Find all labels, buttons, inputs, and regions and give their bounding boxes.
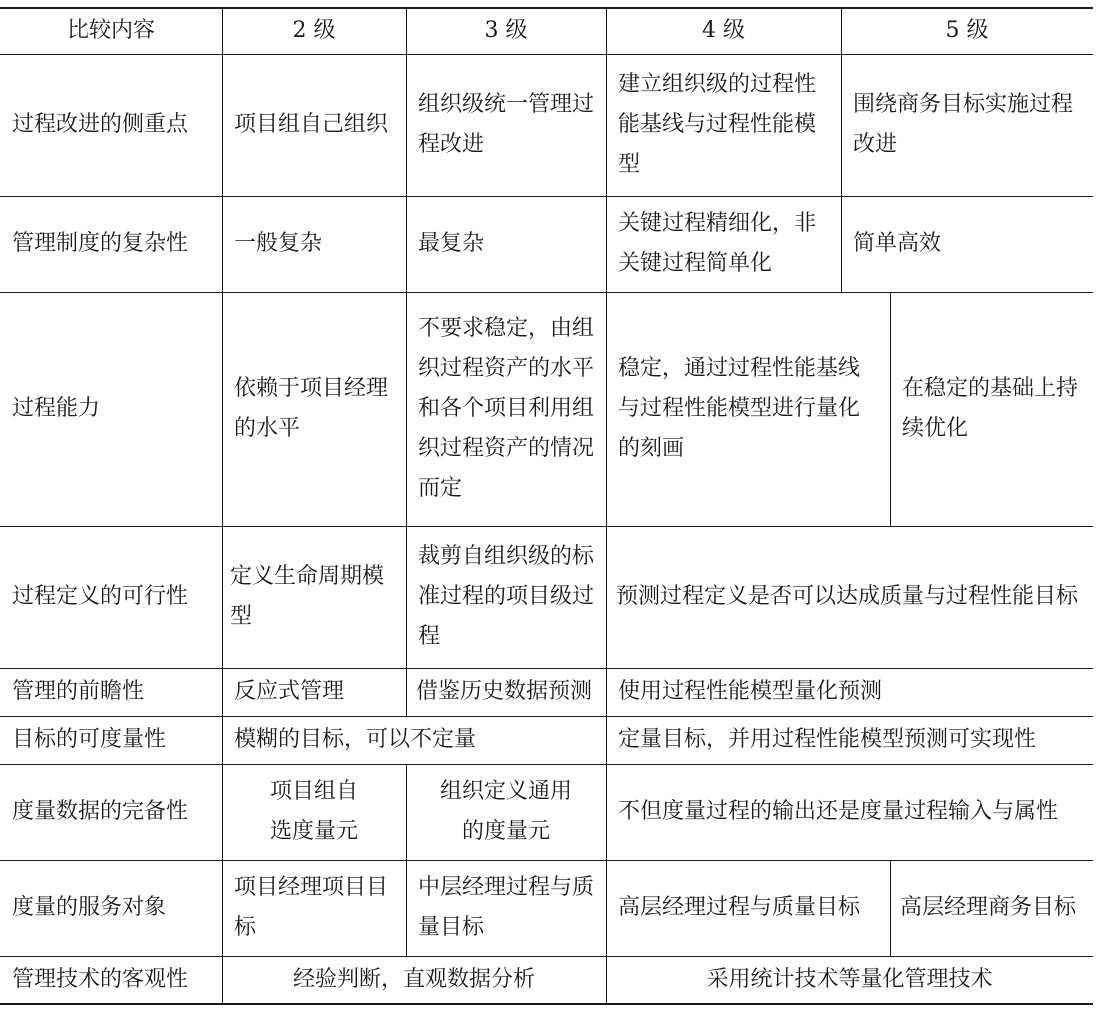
row-focus-level-4-text: 建立组织级的过程性能基线与过程性能模型 (618, 72, 817, 177)
row-focus-level-2-text: 项目组自己组织 (234, 112, 389, 137)
row-focus-level-5-text: 围绕商务目标实施过程改进 (853, 92, 1074, 157)
row-feasibility-level-3 (406, 526, 606, 668)
row-service-level-5 (890, 860, 1093, 956)
row-service-level-4 (606, 860, 890, 956)
row-feasibility-label-text: 过程定义的可行性 (12, 584, 189, 609)
row-service-level-2-text: 项目经理项目目标 (234, 875, 389, 940)
row-foresight-label (0, 668, 222, 716)
row-measurability-level-2-3 (222, 716, 606, 764)
row-capability-level-2-text: 依赖于项目经理的水平 (234, 376, 389, 441)
row-service-level-2 (222, 860, 406, 956)
row-complexity-level-3 (406, 196, 606, 292)
row-feasibility-level-2-text: 定义生命周期模型 (230, 564, 385, 629)
row-objectivity-level-4-5 (606, 956, 1093, 1004)
rule-foresight-bottom (0, 716, 1093, 717)
row-feasibility-label (0, 526, 222, 668)
row-feasibility-level-3-text: 裁剪自组织级的标准过程的项目级过程 (418, 544, 595, 649)
row-complexity-level-2-text: 一般复杂 (234, 231, 323, 256)
header-level-3-text: 3 级 (484, 18, 528, 43)
row-complexity-label (0, 196, 222, 292)
row-service-level-5-text: 高层经理商务目标 (900, 895, 1077, 920)
rule-col-2b (406, 764, 407, 956)
row-feasibility-level-4-5 (606, 526, 1093, 668)
rule-header-bottom (0, 54, 1093, 55)
row-complexity-level-5-text: 简单高效 (853, 231, 942, 256)
row-completeness-label (0, 764, 222, 860)
row-completeness-level-4-5-text: 不但度量过程的输出还是度量过程输入与属性 (618, 799, 1059, 824)
rule-completeness-bottom (0, 860, 1093, 861)
row-foresight-level-3-text: 借鉴历史数据预测 (416, 679, 593, 704)
rule-col-2a (406, 8, 407, 716)
rule-service-bottom (0, 956, 1093, 957)
header-level-5-text: 5 级 (945, 18, 989, 43)
row-complexity-level-2 (222, 196, 406, 292)
row-objectivity-label (0, 956, 222, 1004)
row-capability-level-4-text: 稳定，通过过程性能基线与过程性能模型进行量化的刻画 (618, 356, 861, 461)
header-compare (0, 8, 222, 54)
row-measurability-level-4-5-text: 定量目标，并用过程性能模型预测可实现性 (618, 727, 1037, 752)
rule-capability-bottom (0, 526, 1093, 527)
header-compare-text: 比较内容 (66, 18, 155, 43)
row-foresight-level-4-5 (606, 668, 1093, 716)
row-measurability-label-text: 目标的可度量性 (12, 727, 167, 752)
row-completeness-level-2 (222, 764, 406, 860)
row-focus-level-3-text: 组织级统一管理过程改进 (418, 92, 595, 157)
row-service-label (0, 860, 222, 956)
rule-feasibility-bottom (0, 668, 1093, 669)
row-capability-level-4 (606, 292, 890, 526)
rule-focus-bottom (0, 196, 1093, 197)
row-capability-level-2 (222, 292, 406, 526)
rule-col-4b (890, 292, 891, 526)
row-focus-level-3 (406, 54, 606, 196)
row-measurability-label (0, 716, 222, 764)
row-complexity-level-4-text: 关键过程精细化，非关键过程简单化 (618, 211, 817, 276)
row-foresight-label-text: 管理的前瞻性 (12, 679, 145, 704)
row-service-level-3 (406, 860, 606, 956)
row-foresight-level-3 (406, 668, 606, 716)
row-foresight-level-2-text: 反应式管理 (234, 679, 345, 704)
row-objectivity-level-2-3-text: 经验判断，直观数据分析 (292, 967, 535, 992)
row-completeness-level-3-text: 组织定义通用的度量元 (440, 779, 573, 844)
row-foresight-level-4-5-text: 使用过程性能模型量化预测 (618, 679, 883, 704)
row-completeness-level-3 (406, 764, 606, 860)
header-level-2-text: 2 级 (292, 18, 336, 43)
row-complexity-label-text: 管理制度的复杂性 (12, 231, 189, 256)
header-level-4 (606, 8, 841, 54)
row-feasibility-level-2 (222, 526, 406, 668)
row-objectivity-label-text: 管理技术的客观性 (12, 967, 189, 992)
rule-complexity-bottom (0, 292, 1093, 293)
row-objectivity-level-2-3 (222, 956, 606, 1004)
header-level-4-text: 4 级 (702, 18, 745, 43)
rule-col-3 (606, 8, 607, 1004)
rule-col-4c (890, 860, 891, 956)
row-measurability-level-2-3-text: 模糊的目标，可以不定量 (234, 727, 477, 752)
row-focus-level-2 (222, 54, 406, 196)
row-focus-level-5 (841, 54, 1093, 196)
rule-col-1 (222, 8, 223, 1004)
row-foresight-level-2 (222, 668, 406, 716)
row-focus-label-text: 过程改进的侧重点 (12, 112, 189, 137)
row-completeness-level-4-5 (606, 764, 1093, 860)
row-objectivity-level-4-5-text: 采用统计技术等量化管理技术 (706, 967, 993, 992)
row-complexity-level-4 (606, 196, 841, 292)
row-service-label-text: 度量的服务对象 (12, 895, 167, 920)
row-capability-label (0, 292, 222, 526)
rule-measurability-bottom (0, 764, 1093, 765)
row-capability-level-3 (406, 292, 606, 526)
row-capability-level-3-text: 不要求稳定，由组织过程资产的水平和各个项目利用组织过程资产的情况而定 (418, 316, 595, 501)
row-completeness-level-2-text: 项目组自选度量元 (269, 779, 358, 844)
row-capability-level-5-text: 在稳定的基础上持续优化 (902, 376, 1079, 441)
row-measurability-level-4-5 (606, 716, 1093, 764)
row-focus-label (0, 54, 222, 196)
row-capability-level-5 (890, 292, 1093, 526)
rule-col-4a (841, 8, 842, 292)
rule-bottom (0, 1003, 1093, 1005)
rule-top (0, 7, 1093, 9)
header-level-3 (406, 8, 606, 54)
row-completeness-label-text: 度量数据的完备性 (12, 799, 189, 824)
row-feasibility-level-4-5-text: 预测过程定义是否可以达成质量与过程性能目标 (616, 584, 1079, 609)
row-capability-label-text: 过程能力 (12, 396, 101, 421)
row-complexity-level-3-text: 最复杂 (418, 231, 485, 256)
row-service-level-3-text: 中层经理过程与质量目标 (418, 875, 595, 940)
header-level-2 (222, 8, 406, 54)
row-focus-level-4 (606, 54, 841, 196)
row-complexity-level-5 (841, 196, 1093, 292)
row-service-level-4-text: 高层经理过程与质量目标 (618, 895, 861, 920)
header-level-5 (841, 8, 1093, 54)
